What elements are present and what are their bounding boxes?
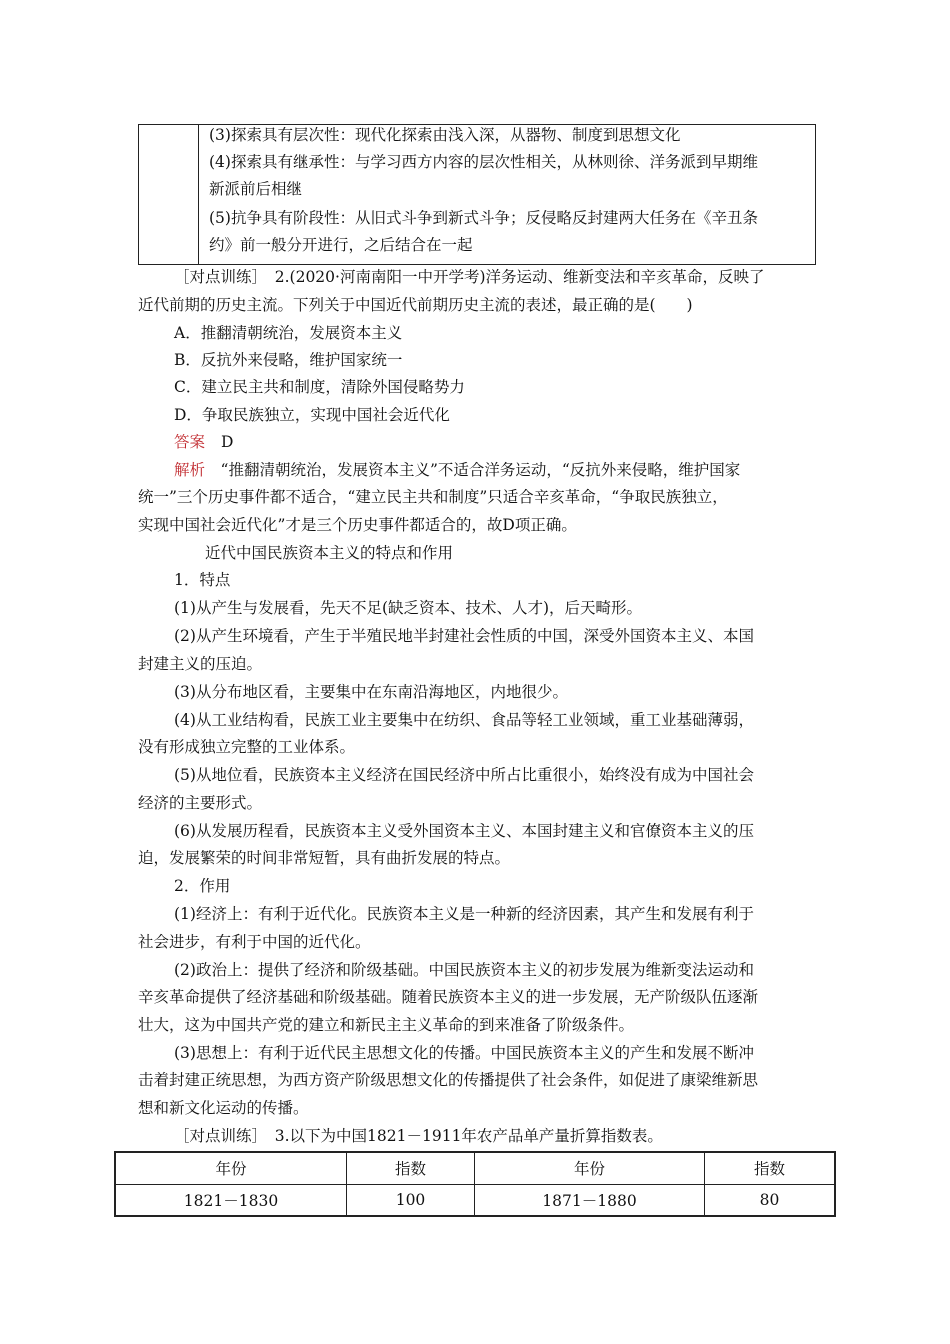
table-text-line: (5)抗争具有阶段性：从旧式斗争到新式斗争；反侵略反封建两大任务在《辛丑条 — [209, 209, 758, 227]
section-line: 壮大，这为中国共产党的建立和新民主主义革命的到来准备了阶级条件。 — [138, 1016, 635, 1034]
section-line: (3)从分布地区看，主要集中在东南沿海地区，内地很少。 — [174, 683, 568, 701]
answer-label: 答案 — [174, 433, 206, 451]
table-header-cell: 年份 — [475, 1153, 705, 1185]
section-line: (6)从发展历程看，民族资本主义受外国资本主义、本国封建主义和官僚资本主义的压 — [174, 822, 754, 840]
section-line: (3)思想上：有利于近代民主思想文化的传播。中国民族资本主义的产生和发展不断冲 — [174, 1044, 754, 1062]
section-line: 击着封建正统思想，为西方资产阶级思想文化的传播提供了社会条件，如促进了康梁维新思 — [138, 1071, 759, 1089]
table-text-line: (3)探索具有层次性：现代化探索由浅入深，从器物、制度到思想文化 — [209, 126, 681, 144]
table-header-row — [116, 1153, 835, 1185]
question-2-stem-line: ［对点训练］ 2.(2020·河南南阳一中开学考)洋务运动、维新变法和辛亥革命，反映了 — [174, 268, 765, 286]
table-cell: 1821－1830 — [116, 1184, 347, 1216]
section-line: 社会进步，有利于中国的近代化。 — [138, 933, 371, 951]
table-text-line: 约》前一般分开进行，之后结合在一起 — [209, 236, 473, 254]
answer-line — [174, 432, 233, 452]
table-cell: 1871－1880 — [475, 1184, 705, 1216]
table-cell: 100 — [347, 1184, 475, 1216]
table-text-line: (4)探索具有继承性：与学习西方内容的层次性相关，从林则徐、洋务派到早期维 — [209, 153, 758, 171]
table-row — [116, 1184, 835, 1216]
table-cell: 80 — [705, 1184, 835, 1216]
section-title: 近代中国民族资本主义的特点和作用 — [205, 544, 454, 562]
section-line: (2)政治上：提供了经济和阶级基础。中国民族资本主义的初步发展为维新变法运动和 — [174, 961, 754, 979]
table-text-line: 新派前后相继 — [209, 180, 303, 198]
section-line: 经济的主要形式。 — [138, 794, 263, 812]
section-line: (4)从工业结构看，民族工业主要集中在纺织、食品等轻工业领域，重工业基础薄弱， — [174, 711, 754, 729]
question-2-stem-line: 近代前期的历史主流。下列关于中国近代前期历史主流的表述，最正确的是( ) — [138, 296, 693, 314]
answer-value: D — [221, 433, 234, 451]
analysis-line — [174, 460, 740, 480]
index-table — [114, 1151, 836, 1217]
section-line: 封建主义的压迫。 — [138, 655, 263, 673]
analysis-line: 统一”三个历史事件都不适合，“建立民主共和制度”只适合辛亥革命，“争取民族独立， — [138, 488, 728, 506]
table-header-cell: 年份 — [116, 1153, 347, 1185]
table-header-cell: 指数 — [705, 1153, 835, 1185]
section-line: (1)经济上：有利于近代化。民族资本主义是一种新的经济因素，其产生和发展有利于 — [174, 905, 754, 923]
table-header-cell: 指数 — [347, 1153, 475, 1185]
section-line: 没有形成独立完整的工业体系。 — [138, 738, 356, 756]
section-line: 迫，发展繁荣的时间非常短暂，具有曲折发展的特点。 — [138, 849, 511, 867]
analysis-text: “推翻清朝统治，发展资本主义”不适合洋务运动，“反抗外来侵略，维护国家 — [220, 461, 741, 479]
section-line: 辛亥革命提供了经济基础和阶级基础。随着民族资本主义的进一步发展，无产阶级队伍逐渐 — [138, 988, 759, 1006]
analysis-line: 实现中国社会近代化”才是三个历史事件都适合的，故D项正确。 — [138, 516, 577, 534]
question-3-stem: ［对点训练］ 3.以下为中国1821－1911年农产品单产量折算指数表。 — [174, 1127, 663, 1145]
section-line: 想和新文化运动的传播。 — [138, 1099, 309, 1117]
option-a: A．推翻清朝统治，发展资本主义 — [174, 324, 403, 342]
option-b: B．反抗外来侵略，维护国家统一 — [174, 351, 403, 369]
section-heading: 2．作用 — [174, 877, 231, 895]
section-heading: 1．特点 — [174, 571, 231, 589]
option-c: C．建立民主共和制度，清除外国侵略势力 — [174, 378, 465, 396]
section-line: (5)从地位看，民族资本主义经济在国民经济中所占比重很小，始终没有成为中国社会 — [174, 766, 754, 784]
analysis-label: 解析 — [174, 461, 206, 479]
section-line: (2)从产生环境看，产生于半殖民地半封建社会性质的中国，深受外国资本主义、本国 — [174, 627, 754, 645]
section-line: (1)从产生与发展看，先天不足(缺乏资本、技术、人才)，后天畸形。 — [174, 599, 643, 617]
option-d: D．争取民族独立，实现中国社会近代化 — [174, 406, 450, 424]
summary-table — [138, 124, 816, 265]
table-column-divider — [198, 125, 199, 264]
